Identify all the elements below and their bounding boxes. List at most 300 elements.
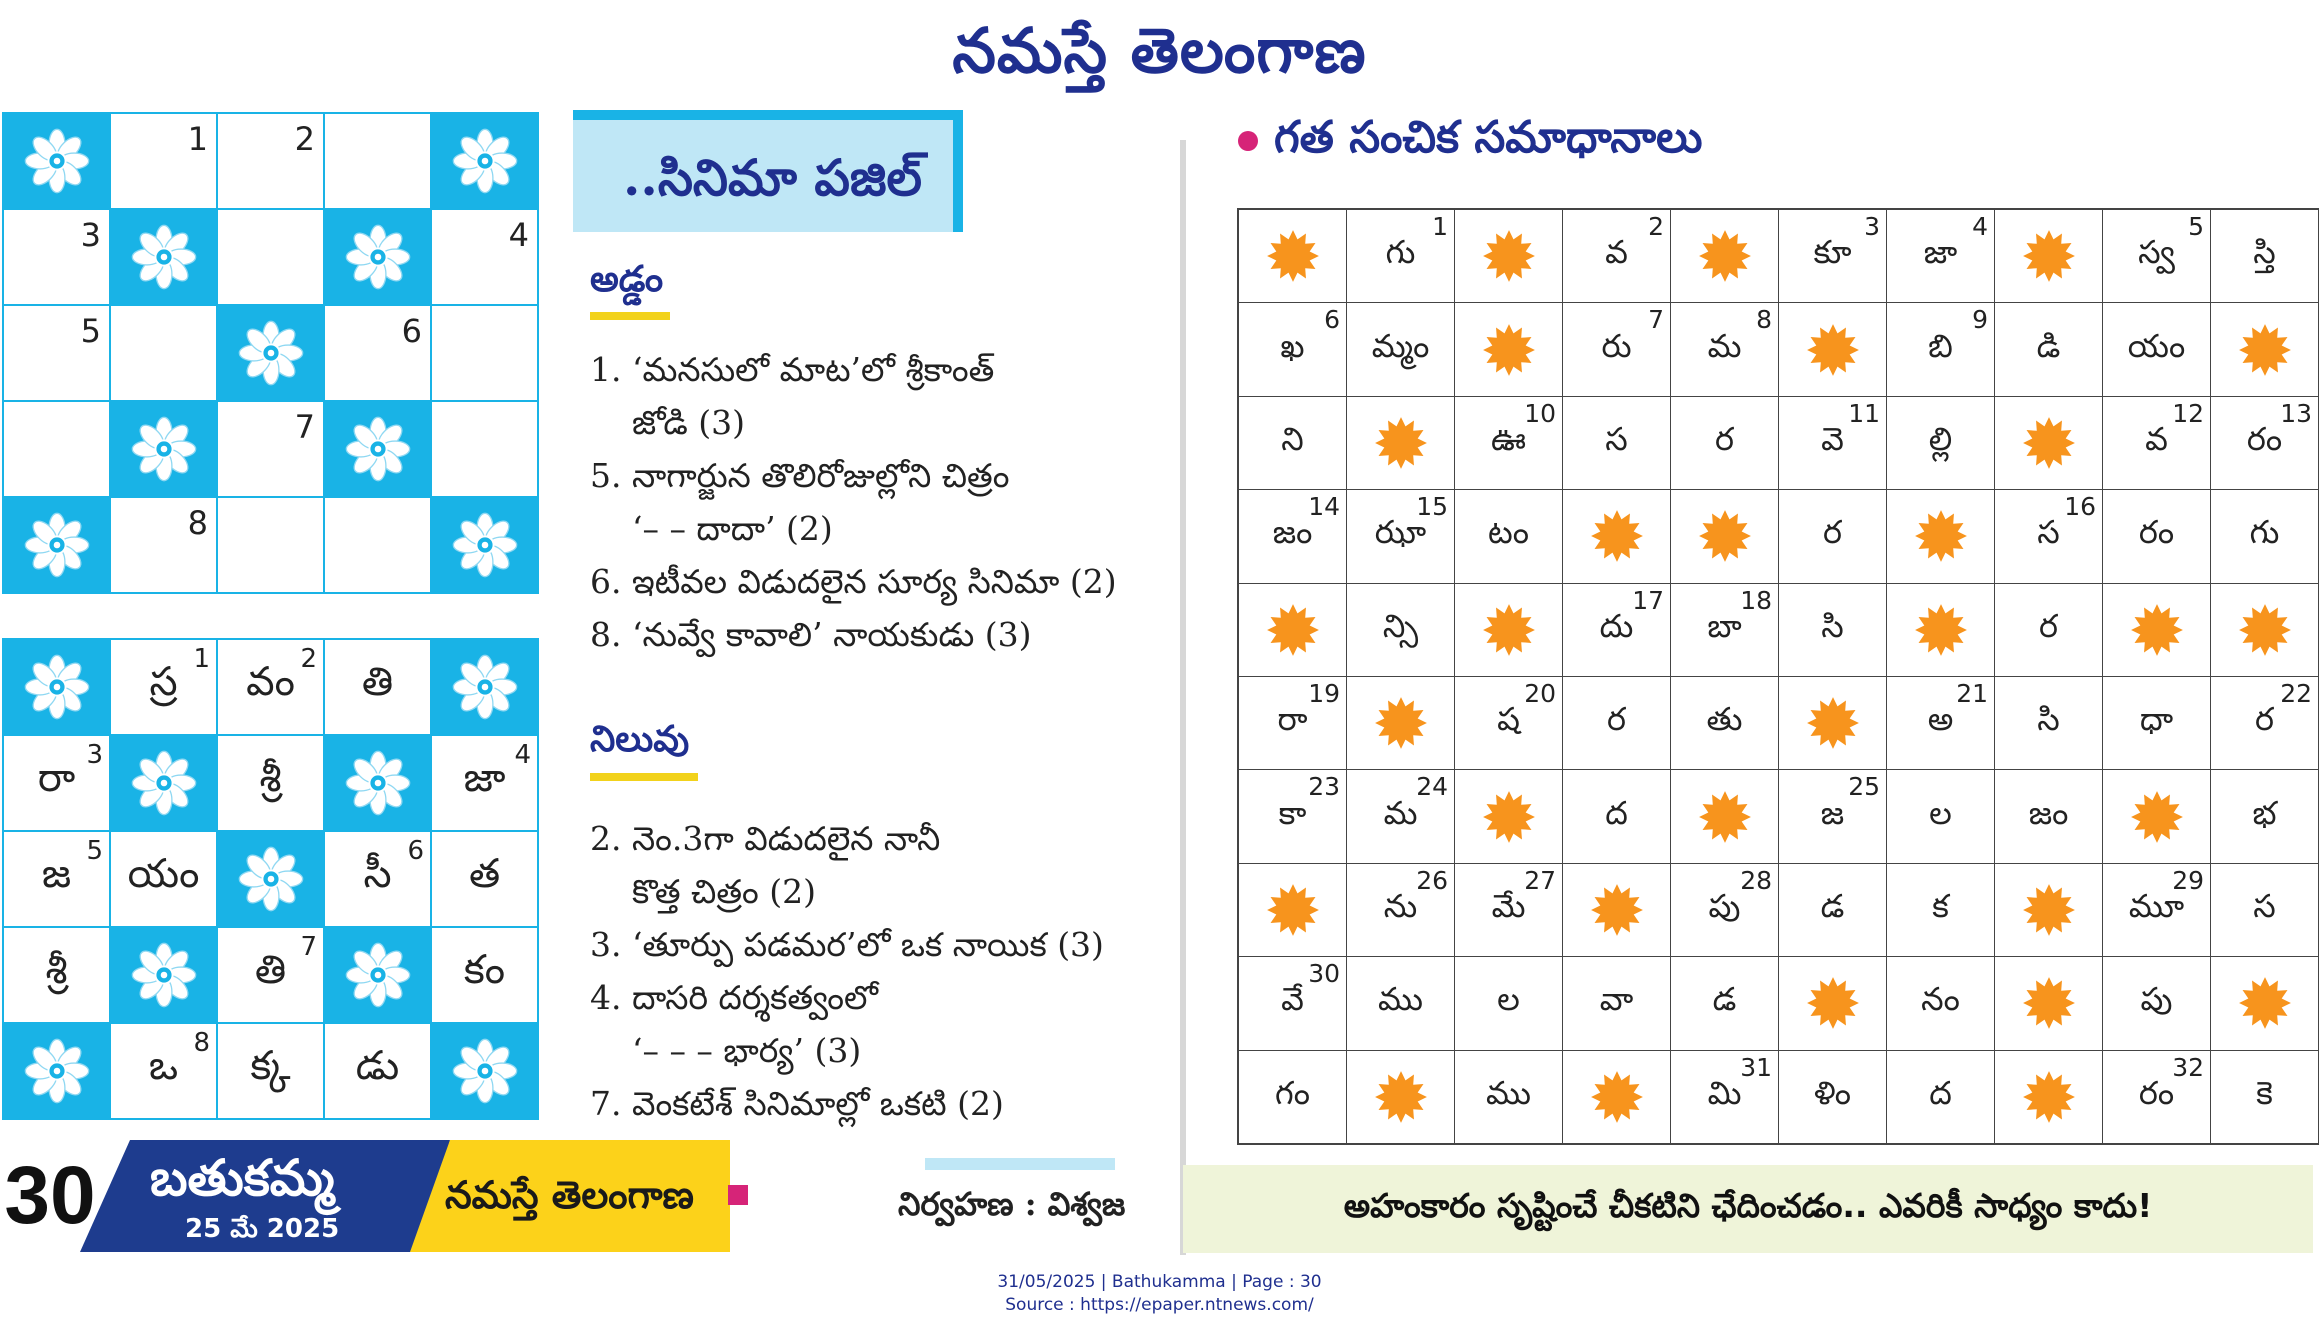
solution-cell: [2103, 1051, 2210, 1143]
sun-icon: [1266, 603, 1320, 657]
sun-icon: [2022, 1070, 2076, 1124]
sun-icon: [2022, 976, 2076, 1030]
cell-letter: తి: [254, 947, 287, 993]
previous-puzzle-solution-grid: [2, 638, 539, 1120]
solution-block-cell: [1563, 490, 1670, 582]
grid-cell: [111, 306, 216, 400]
solution-cell: [1239, 957, 1346, 1049]
cell-letter: రం: [2246, 419, 2283, 458]
grid-block-cell: [432, 640, 537, 734]
grid-block-cell: [4, 498, 109, 592]
solution-cell: [1239, 770, 1346, 862]
solution-block-cell: [1239, 584, 1346, 676]
grid-block-cell: [111, 928, 216, 1022]
grid-cell: [4, 306, 109, 400]
solution-block-cell: [1779, 957, 1886, 1049]
cell-letter: వ: [2145, 419, 2168, 458]
solution-block-cell: [1995, 957, 2102, 1049]
solution-cell: [2103, 210, 2210, 302]
cell-number: 2: [300, 644, 317, 674]
cell-letter: స: [1605, 419, 1628, 458]
solution-block-cell: [1671, 490, 1778, 582]
cell-letter: ర: [1823, 513, 1842, 552]
cell-letter: న్సి: [1382, 606, 1419, 645]
cell-number: 31: [1740, 1052, 1772, 1082]
solution-block-cell: [2211, 957, 2318, 1049]
cell-letter: వ: [1605, 233, 1628, 272]
grid-cell: [4, 736, 109, 830]
cell-number: 16: [2064, 492, 2096, 522]
cell-letter: మ: [1707, 326, 1742, 365]
solution-cell: [2103, 397, 2210, 489]
cell-letter: మే: [1491, 886, 1526, 925]
cell-letter: ద: [1929, 1073, 1952, 1112]
solution-cell: [1995, 584, 2102, 676]
cell-number: 4: [1972, 212, 1988, 241]
grid-cell: [432, 832, 537, 926]
clue-line: 1. ‘మనసులో మాట’లో శ్రీకాంత్: [590, 350, 995, 389]
flower-icon: [131, 416, 197, 482]
cell-number: 4: [514, 740, 531, 770]
cell-number: 11: [1848, 398, 1880, 428]
cell-number: 3: [80, 216, 101, 254]
flower-icon: [24, 654, 90, 720]
clue-line: 3. ‘తూర్పు పడమర’లో ఒక నాయిక (3): [590, 925, 1104, 964]
sun-icon: [2238, 323, 2292, 377]
solution-cell: [1347, 584, 1454, 676]
grid-block-cell: [325, 210, 430, 304]
sun-icon: [1698, 509, 1752, 563]
solution-block-cell: [1779, 677, 1886, 769]
cell-letter: డు: [355, 1043, 400, 1089]
grid-block-cell: [432, 114, 537, 208]
cell-letter: డ: [1820, 886, 1845, 925]
solution-cell: [1779, 210, 1886, 302]
flower-icon: [345, 750, 411, 816]
grid-cell: [4, 832, 109, 926]
solution-cell: [1779, 864, 1886, 956]
across-heading: అడ్డం: [590, 258, 664, 300]
clue-line: జోడి (3): [590, 403, 746, 442]
cell-letter: మ్మం: [1371, 326, 1430, 365]
solution-block-cell: [1887, 584, 1994, 676]
cell-letter: వే: [1281, 980, 1304, 1019]
grid-block-cell: [432, 498, 537, 592]
cell-letter: స్తి: [2253, 233, 2276, 272]
solution-cell: [1455, 864, 1562, 956]
grid-cell: [4, 210, 109, 304]
grid-cell: [325, 1024, 430, 1118]
solution-cell: [1239, 490, 1346, 582]
cell-letter: సి: [1821, 606, 1844, 645]
cell-number: 8: [193, 1028, 210, 1058]
cell-letter: శ్రీ: [259, 755, 282, 801]
cell-number: 23: [1308, 772, 1340, 802]
paper-name: నమస్తే తెలంగాణ: [445, 1172, 694, 1217]
cell-letter: జ: [1820, 793, 1845, 832]
cell-letter: స: [2037, 513, 2060, 552]
cell-letter: పు: [2140, 980, 2173, 1019]
grid-cell: [432, 210, 537, 304]
grid-cell: [218, 736, 323, 830]
cell-letter: క్క: [250, 1043, 291, 1089]
sun-icon: [2022, 883, 2076, 937]
sun-icon: [1698, 229, 1752, 283]
flower-icon: [131, 942, 197, 1008]
flower-icon: [452, 128, 518, 194]
cell-letter: స: [2253, 886, 2276, 925]
solution-cell: [1671, 584, 1778, 676]
clue-line: ‘– – – భార్య’ (3): [590, 1031, 862, 1070]
cell-number: 25: [1848, 772, 1880, 802]
cell-letter: శ్రీ: [45, 947, 68, 993]
grid-cell: [111, 1024, 216, 1118]
cell-letter: రం: [2138, 513, 2175, 552]
solution-block-cell: [1887, 490, 1994, 582]
cell-letter: ఝా: [1374, 513, 1427, 552]
cell-letter: జం: [2028, 793, 2069, 832]
cell-letter: సీ: [363, 851, 392, 897]
grid-cell: [218, 1024, 323, 1118]
cell-letter: ర: [1607, 700, 1626, 739]
solution-cell: [1887, 397, 1994, 489]
down-heading: నిలువు: [590, 718, 690, 760]
sun-icon: [1590, 1070, 1644, 1124]
solution-cell: [1887, 210, 1994, 302]
solution-cell: [1239, 1051, 1346, 1143]
down-clues: [590, 812, 1104, 1130]
cell-letter: వా: [1599, 980, 1634, 1019]
solution-cell: [1887, 677, 1994, 769]
grid-cell: [432, 402, 537, 496]
flower-icon: [345, 224, 411, 290]
sun-icon: [1482, 229, 1536, 283]
cell-number: 18: [1740, 585, 1772, 615]
grid-cell: [218, 114, 323, 208]
across-clues: [590, 343, 1117, 661]
solution-block-cell: [1563, 1051, 1670, 1143]
solution-cell: [1455, 397, 1562, 489]
cell-letter: ల: [1929, 793, 1952, 832]
clue-line: 5. నాగార్జున తొలిరోజుల్లోని చిత్రం: [590, 456, 1010, 495]
solution-cell: [1671, 397, 1778, 489]
cell-letter: దు: [1599, 606, 1634, 645]
cell-number: 28: [1740, 865, 1772, 895]
sun-icon: [2130, 603, 2184, 657]
solution-block-cell: [2103, 770, 2210, 862]
solution-cell: [1671, 864, 1778, 956]
solution-block-cell: [1995, 864, 2102, 956]
grid-cell: [325, 640, 430, 734]
cell-letter: రా: [1277, 700, 1308, 739]
cell-letter: సి: [2037, 700, 2060, 739]
grid-cell: [432, 306, 537, 400]
sun-icon: [2238, 603, 2292, 657]
flower-icon: [131, 750, 197, 816]
solution-cell: [1563, 397, 1670, 489]
square-icon: [728, 1185, 748, 1205]
clue-line: 8. ‘నువ్వే కావాలి’ నాయకుడు (3): [590, 615, 1032, 654]
sun-icon: [1482, 603, 1536, 657]
sun-icon: [1590, 883, 1644, 937]
solution-block-cell: [1347, 1051, 1454, 1143]
flower-icon: [452, 1038, 518, 1104]
solution-cell: [1671, 303, 1778, 395]
cell-letter: గు: [1385, 233, 1416, 272]
solution-cell: [1563, 584, 1670, 676]
cell-number: 14: [1308, 492, 1340, 522]
clue-line: ‘– – దాదా’ (2): [590, 509, 833, 548]
cell-letter: అ: [1927, 700, 1954, 739]
sun-icon: [1806, 323, 1860, 377]
cell-letter: మ: [1383, 793, 1418, 832]
cell-letter: తి: [361, 659, 394, 705]
sun-icon: [2238, 976, 2292, 1030]
cell-letter: ల్లి: [1928, 419, 1953, 458]
cell-number: 2: [1648, 212, 1664, 241]
flower-icon: [24, 128, 90, 194]
cell-number: 6: [401, 312, 422, 350]
cell-letter: ద: [1605, 793, 1628, 832]
solution-cell: [2211, 210, 2318, 302]
clue-line: కొత్త చిత్రం (2): [590, 872, 816, 911]
cell-letter: భ: [2252, 793, 2277, 832]
cell-letter: జం: [1272, 513, 1313, 552]
cell-number: 13: [2280, 398, 2312, 428]
solution-cell: [2211, 1051, 2318, 1143]
cell-number: 30: [1308, 959, 1340, 989]
cell-number: 7: [300, 932, 317, 962]
grid-cell: [4, 402, 109, 496]
cell-letter: ని: [1281, 419, 1304, 458]
solution-block-cell: [1995, 1051, 2102, 1143]
cell-letter: ఊ: [1490, 419, 1527, 458]
sun-icon: [1374, 1070, 1428, 1124]
clue-line: 4. దాసరి దర్శకత్వంలో: [590, 978, 878, 1017]
cell-letter: తు: [1706, 700, 1743, 739]
solution-block-cell: [2211, 584, 2318, 676]
cell-letter: ష: [1497, 700, 1520, 739]
across-underline: [590, 312, 670, 320]
cell-number: 29: [2172, 865, 2204, 895]
solution-cell: [1887, 303, 1994, 395]
cell-number: 7: [294, 408, 315, 446]
cell-number: 5: [86, 836, 103, 866]
flower-icon: [238, 320, 304, 386]
solutions-title: [1238, 112, 1702, 174]
grid-block-cell: [325, 736, 430, 830]
solution-block-cell: [1239, 210, 1346, 302]
cell-letter: ళిం: [1813, 1073, 1852, 1112]
solution-cell: [2103, 303, 2210, 395]
cell-letter: వం: [246, 659, 295, 705]
grid-block-cell: [4, 640, 109, 734]
cell-letter: డి: [2036, 326, 2061, 365]
cell-letter: బి: [1928, 326, 1953, 365]
solution-cell: [1563, 210, 1670, 302]
solution-block-cell: [2103, 584, 2210, 676]
cell-letter: ల: [1497, 980, 1520, 1019]
solution-cell: [2211, 397, 2318, 489]
cell-number: 9: [1972, 305, 1988, 335]
sun-icon: [2022, 416, 2076, 470]
solution-cell: [1455, 677, 1562, 769]
solution-block-cell: [1455, 584, 1562, 676]
flower-icon: [452, 654, 518, 720]
grid-cell: [218, 498, 323, 592]
grid-cell: [111, 832, 216, 926]
cell-number: 6: [407, 836, 424, 866]
cell-letter: స్ర: [149, 659, 178, 705]
cell-number: 5: [80, 312, 101, 350]
solution-cell: [1563, 957, 1670, 1049]
solution-block-cell: [1455, 770, 1562, 862]
cell-number: 1: [187, 120, 208, 158]
solution-cell: [1779, 1051, 1886, 1143]
clue-line: 7. వెంకటేశ్ సినిమాల్లో ఒకటి (2): [590, 1084, 1004, 1123]
cell-number: 2: [294, 120, 315, 158]
solution-cell: [1671, 1051, 1778, 1143]
grid-cell: [432, 736, 537, 830]
cell-letter: క: [1932, 886, 1949, 925]
solution-cell: [1347, 210, 1454, 302]
solution-block-cell: [1563, 864, 1670, 956]
cell-number: 26: [1416, 865, 1448, 895]
grid-block-cell: [218, 832, 323, 926]
solution-cell: [1347, 303, 1454, 395]
grid-cell: [111, 640, 216, 734]
sun-icon: [1482, 323, 1536, 377]
grid-block-cell: [111, 210, 216, 304]
puzzle-title-box: [573, 110, 963, 232]
solution-cell: [2211, 490, 2318, 582]
cell-letter: ఖ: [1280, 326, 1305, 365]
sun-icon: [2130, 790, 2184, 844]
solution-cell: [1455, 490, 1562, 582]
solution-cell: [1995, 490, 2102, 582]
cell-number: 3: [86, 740, 103, 770]
masthead-title: నమస్తే తెలంగాణ: [952, 14, 1367, 87]
solution-cell: [2211, 770, 2318, 862]
solution-cell: [1347, 770, 1454, 862]
solution-cell: [1671, 677, 1778, 769]
cell-number: 1: [193, 644, 210, 674]
flower-icon: [452, 512, 518, 578]
solutions-grid: [1237, 208, 2319, 1145]
meta-line-1: 31/05/2025 | Bathukamma | Page : 30: [997, 1272, 1322, 1292]
solution-cell: [1347, 864, 1454, 956]
cell-letter: పు: [1708, 886, 1741, 925]
solution-cell: [2103, 957, 2210, 1049]
grid-block-cell: [4, 1024, 109, 1118]
sun-icon: [1374, 416, 1428, 470]
clue-line: 2. నెం.3గా విడుదలైన నానీ: [590, 819, 941, 858]
flower-icon: [24, 512, 90, 578]
solution-cell: [1239, 677, 1346, 769]
solution-block-cell: [2211, 303, 2318, 395]
cell-letter: గం: [1275, 1073, 1310, 1112]
flower-icon: [238, 846, 304, 912]
flower-icon: [24, 1038, 90, 1104]
grid-cell: [111, 498, 216, 592]
sun-icon: [1266, 229, 1320, 283]
quote-text: అహంకారం సృష్టించే చీకటిని ఛేదించడం.. ఎవరికీ సాధ్యం కాదు!: [1343, 1185, 2153, 1225]
solution-cell: [1455, 1051, 1562, 1143]
cell-number: 10: [1524, 398, 1556, 428]
cell-letter: టం: [1488, 513, 1529, 552]
solution-block-cell: [1347, 677, 1454, 769]
cell-letter: ను: [1383, 886, 1418, 925]
flower-icon: [131, 224, 197, 290]
cell-letter: బా: [1707, 606, 1742, 645]
cell-number: 4: [508, 216, 529, 254]
quote-banner: [1183, 1165, 2313, 1253]
grid-cell: [325, 114, 430, 208]
grid-block-cell: [111, 736, 216, 830]
issue-date: 25 మే 2025: [185, 1214, 340, 1244]
solution-cell: [1671, 957, 1778, 1049]
page-number: 30: [4, 1150, 96, 1241]
solution-block-cell: [1995, 397, 2102, 489]
grid-block-cell: [111, 402, 216, 496]
solution-cell: [1887, 957, 1994, 1049]
cell-letter: యం: [2127, 326, 2186, 365]
grid-cell: [218, 640, 323, 734]
cell-letter: కె: [2256, 1073, 2273, 1112]
cell-letter: జ: [41, 851, 72, 897]
grid-cell: [218, 928, 323, 1022]
flower-icon: [345, 416, 411, 482]
solution-block-cell: [1455, 303, 1562, 395]
cell-letter: గు: [2249, 513, 2280, 552]
cell-number: 7: [1648, 305, 1664, 335]
solution-cell: [1347, 490, 1454, 582]
cell-letter: మి: [1707, 1073, 1742, 1112]
solution-cell: [1887, 770, 1994, 862]
solution-cell: [1887, 864, 1994, 956]
solution-cell: [1779, 770, 1886, 862]
sun-icon: [1590, 509, 1644, 563]
solution-cell: [1779, 584, 1886, 676]
cell-number: 24: [1416, 772, 1448, 802]
cell-letter: ర: [2039, 606, 2058, 645]
solution-cell: [1779, 397, 1886, 489]
cell-letter: కం: [463, 947, 506, 993]
cell-letter: ర: [2255, 700, 2274, 739]
cell-number: 6: [1324, 305, 1340, 335]
solution-cell: [1239, 303, 1346, 395]
grid-cell: [218, 402, 323, 496]
grid-cell: [325, 498, 430, 592]
solution-block-cell: [1779, 303, 1886, 395]
section-banner: [80, 1140, 730, 1252]
cell-number: 27: [1524, 865, 1556, 895]
masthead: [0, 0, 2319, 100]
cell-letter: ధా: [2139, 700, 2174, 739]
solution-cell: [1779, 490, 1886, 582]
solution-block-cell: [1671, 210, 1778, 302]
cell-number: 5: [2188, 212, 2204, 241]
solution-cell: [1887, 1051, 1994, 1143]
cell-number: 8: [187, 504, 208, 542]
solution-cell: [1995, 303, 2102, 395]
cell-letter: నం: [1921, 980, 1960, 1019]
cell-letter: ఒ: [148, 1043, 179, 1089]
sun-icon: [1806, 696, 1860, 750]
cell-letter: రం: [2138, 1073, 2175, 1112]
solutions-title-text: గత సంచిక సమాధానాలు: [1274, 112, 1703, 163]
solution-cell: [1347, 957, 1454, 1049]
